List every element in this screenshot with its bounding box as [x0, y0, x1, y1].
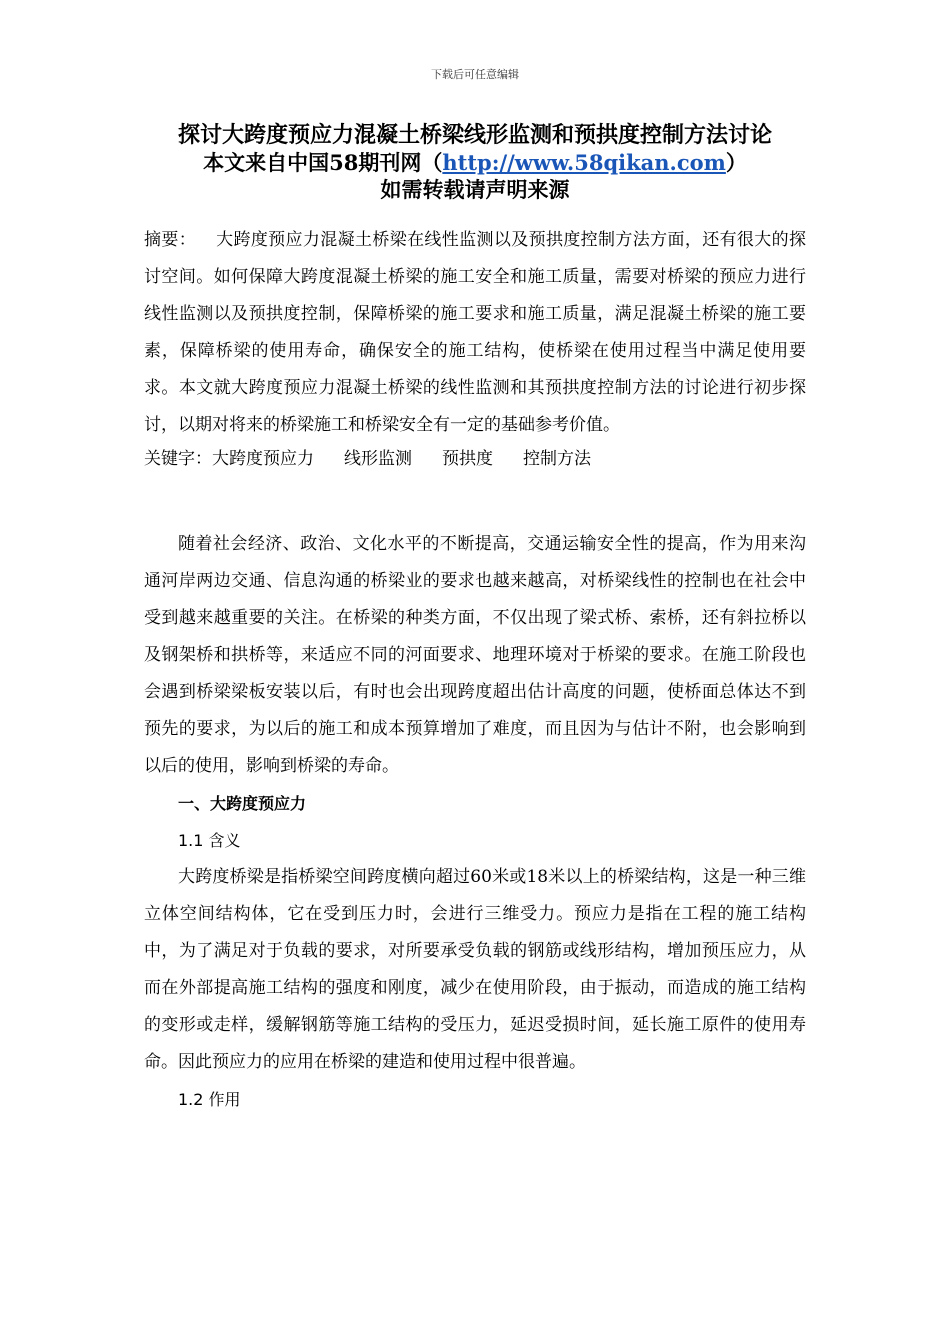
- source-suffix: ）: [725, 150, 747, 175]
- abstract: [144, 222, 806, 444]
- reprint-notice: 如需转载请声明来源: [380, 177, 570, 202]
- keyword-item: 大跨度预应力: [212, 449, 314, 469]
- keywords-label: 关键字：: [144, 449, 212, 469]
- abstract-text: 大跨度预应力混凝土桥梁在线性监测以及预拱度控制方法方面，还有很大的探讨空间。如何保障大跨度混凝土桥梁的施工安全和施工质量，需要对桥梁的预应力进行线性监测以及预拱度控制，保障桥梁的施工要求和施工质量，满足混凝土桥梁的施工要素，保障桥梁的使用寿命，确保安全的施工结构，使桥梁在使用过程当中满足使用要求。本文就大跨度预应力混凝土桥梁的线性监测和其预拱度控制方法的讨论进行初步探讨，以期对将来的桥梁施工和桥梁安全有一定的基础参考价值。: [144, 230, 807, 435]
- header-note: 下载后可任意编辑: [431, 68, 519, 81]
- subsection-heading: 1.2 作用: [178, 1090, 241, 1109]
- intro-paragraph: 随着社会经济、政治、文化水平的不断提高，交通运输安全性的提高，作为用来沟通河岸两边交通、信息沟通的桥梁业的要求也越来越高，对桥梁线性的控制也在社会中受到越来越重要的关注。在桥梁的种类方面，不仅出现了梁式桥、索桥，还有斜拉桥以及钢架桥和拱桥等，来适应不同的河面要求、地理环境对于桥梁的要求。在施工阶段也会遇到桥梁梁板安装以后，有时也会出现跨度超出估计高度的问题，使桥面总体达不到预先的要求，为以后的施工和成本预算增加了难度，而且因为与估计不附，也会影响到以后的使用，影响到桥梁的寿命。: [144, 534, 806, 776]
- document-body: [144, 222, 806, 1118]
- keyword-item: 控制方法: [523, 449, 591, 469]
- document-title: 探讨大跨度预应力混凝土桥梁线形监测和预拱度控制方法讨论: [177, 122, 772, 148]
- document-title-block: [60, 122, 890, 203]
- source-link[interactable]: http://www.58qikan.com: [442, 150, 726, 175]
- keywords: [144, 444, 806, 474]
- subsection-heading: 1.1 含义: [178, 831, 241, 850]
- keyword-item: 线形监测: [344, 449, 412, 469]
- source-line: [60, 149, 890, 176]
- keyword-item: 预拱度: [442, 449, 493, 469]
- section-heading: 一、大跨度预应力: [178, 794, 307, 813]
- source-prefix: 本文来自中国58期刊网（: [203, 150, 443, 175]
- subsection-paragraph: 大跨度桥梁是指桥梁空间跨度横向超过60米或18米以上的桥梁结构，这是一种三维立体空间结构体，它在受到压力时，会进行三维受力。预应力是指在工程的施工结构中，为了满足对于负载的要求，对所要承受负载的钢筋或线形结构，增加预压应力，从而在外部提高施工结构的强度和刚度，减少在使用阶段，由于振动，而造成的施工结构的变形或走样，缓解钢筋等施工结构的受压力，延迟受损时间，延长施工原件的使用寿命。因此预应力的应用在桥梁的建造和使用过程中很普遍。: [144, 867, 806, 1072]
- abstract-label: 摘要：: [144, 230, 197, 250]
